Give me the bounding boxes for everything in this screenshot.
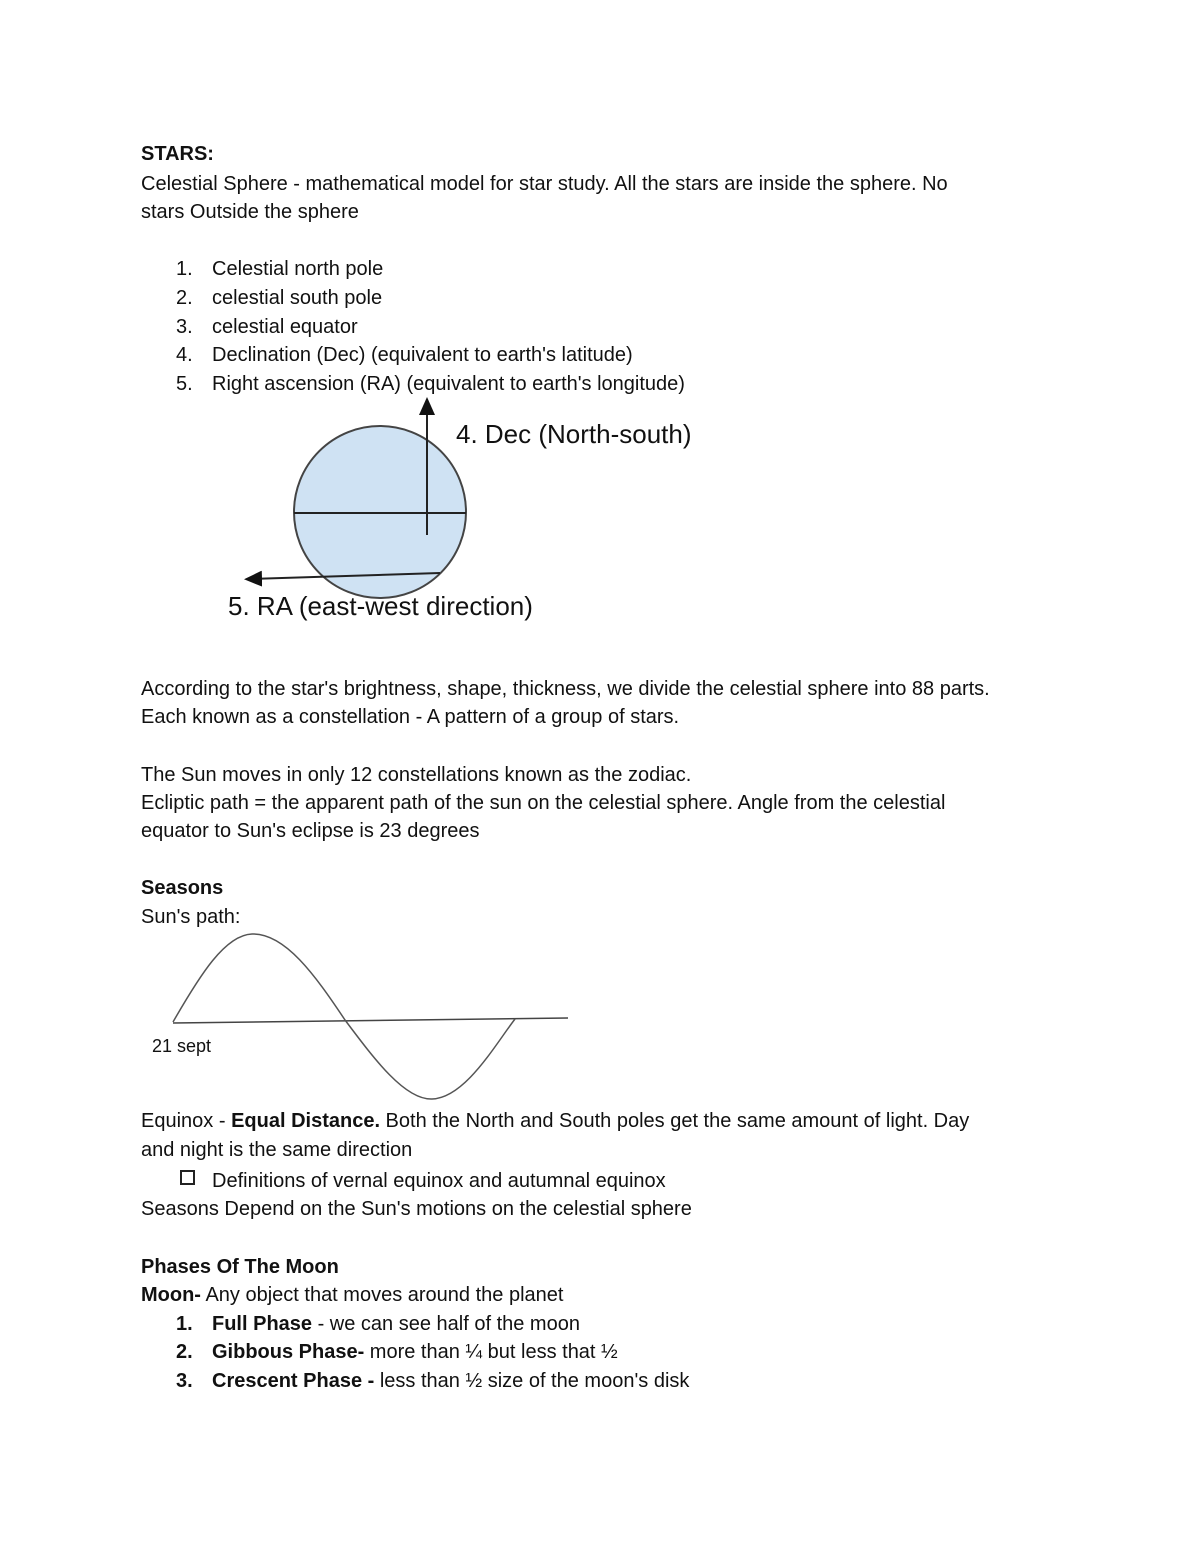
sun-path-curve xyxy=(173,934,515,1099)
equinox-term: Equinox - xyxy=(141,1110,232,1132)
list-item: Declination (Dec) (equivalent to earth's latitude) xyxy=(212,344,633,366)
list-item-number: 3. xyxy=(176,316,193,338)
stars-intro-line2: stars Outside the sphere xyxy=(141,201,359,223)
moon-heading: Phases Of The Moon xyxy=(141,1256,339,1278)
list-item-number: 4. xyxy=(176,344,193,366)
stars-intro-line1: Celestial Sphere - mathematical model for star study. All the stars are inside the sphere. No xyxy=(141,173,948,195)
equinox-line1 xyxy=(141,1109,969,1133)
checkbox-item-text: Definitions of vernal equinox and autumnal equinox xyxy=(212,1170,666,1192)
zodiac-para-line3: equator to Sun's eclipse is 23 degrees xyxy=(141,820,480,842)
list-item xyxy=(212,1369,689,1393)
list-item: Celestial north pole xyxy=(212,258,384,280)
equinox-line2: and night is the same direction xyxy=(141,1139,413,1161)
seasons-depend-line: Seasons Depend on the Sun's motions on the celestial sphere xyxy=(141,1198,692,1220)
dec-label: 4. Dec (North-south) xyxy=(456,419,692,449)
phase-term: Crescent Phase - xyxy=(212,1370,375,1392)
constellation-para-line2: Each known as a constellation - A pattern of a group of stars. xyxy=(141,706,680,728)
celestial-equator-line xyxy=(173,1018,568,1023)
list-item xyxy=(212,1312,580,1336)
phase-term: Gibbous Phase- xyxy=(212,1341,365,1363)
stars-heading: STARS: xyxy=(141,143,214,165)
celestial-sphere-diagram xyxy=(0,0,1200,640)
zodiac-para-line2: Ecliptic path = the apparent path of the sun on the celestial sphere. Angle from the celestial xyxy=(141,792,946,814)
seasons-heading: Seasons xyxy=(141,877,224,899)
list-item-number: 1. xyxy=(176,258,193,280)
moon-def-text: Any object that moves around the planet xyxy=(200,1284,564,1306)
list-item-number: 1. xyxy=(176,1313,193,1335)
list-item-number: 2. xyxy=(176,287,193,309)
list-item: celestial south pole xyxy=(212,287,383,309)
list-item xyxy=(212,1340,618,1364)
list-item-number: 2. xyxy=(176,1341,193,1363)
phase-text: more than ¼ but less that ½ xyxy=(364,1341,618,1363)
list-item: celestial equator xyxy=(212,316,358,338)
list-item-number: 5. xyxy=(176,373,193,395)
task-checkbox[interactable] xyxy=(180,1170,195,1185)
sun-path-label: Sun's path: xyxy=(141,906,241,928)
moon-def-term: Moon- xyxy=(141,1284,201,1306)
phase-text: - we can see half of the moon xyxy=(312,1313,580,1335)
sun-path-graph xyxy=(0,920,600,1110)
constellation-para-line1: According to the star's brightness, shape, thickness, we divide the celestial sphere into 88 parts. xyxy=(141,678,990,700)
phase-text: less than ½ size of the moon's disk xyxy=(374,1370,690,1392)
equinox-rest: Both the North and South poles get the same amount of light. Day xyxy=(380,1110,970,1132)
moon-definition xyxy=(141,1283,563,1307)
equinox-bold: Equal Distance. xyxy=(231,1110,380,1132)
phase-term: Full Phase xyxy=(212,1313,313,1335)
graph-date-label: 21 sept xyxy=(152,1036,212,1056)
list-item-number: 3. xyxy=(176,1370,193,1392)
list-item: Right ascension (RA) (equivalent to earth's longitude) xyxy=(212,373,685,395)
ra-label: 5. RA (east-west direction) xyxy=(228,591,533,621)
zodiac-para-line1: The Sun moves in only 12 constellations known as the zodiac. xyxy=(141,764,692,786)
